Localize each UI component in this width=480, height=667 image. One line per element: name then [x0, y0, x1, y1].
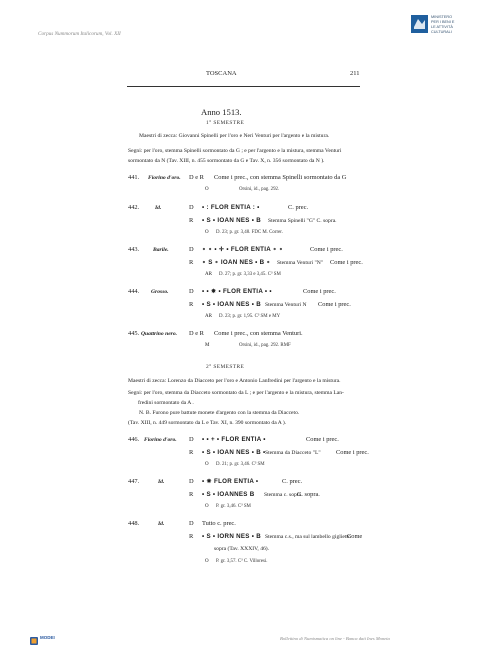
- entry-ref: D. 23; p. gr. 1,95. C³ SM e MY: [219, 314, 281, 319]
- reverse-mark: R: [189, 491, 194, 498]
- reverse-legend: • S • IOANNES B: [202, 491, 255, 498]
- obverse-mark: D: [189, 436, 194, 443]
- mint-masters-2: Maestri di zecca: Lorenzo da Diacceto per l'oro e Antonio Lanfredini per l'argento e la mistura.: [128, 378, 341, 384]
- entry-ref: P. gr. 3,46. C³ SM: [216, 504, 251, 509]
- header-rule: [127, 86, 360, 87]
- entry-ref: Orsini, id., pag. 292.: [239, 187, 280, 192]
- reverse-desc-2: Come i prec.: [336, 449, 369, 456]
- entry-metal: AR: [205, 272, 212, 277]
- marks-2-line-b: fredini sormontato da A .: [138, 400, 194, 406]
- entry-label: Fiorino d'oro.: [148, 175, 181, 181]
- entry-ref: D. 21; p. gr. 3,46. C³ SM: [216, 462, 265, 467]
- entry-metal: AR: [205, 314, 212, 319]
- reverse-desc: Stemma Venturi N: [265, 302, 307, 308]
- entry-label: Barile.: [153, 247, 169, 253]
- entry-label: Fiorino d'oro.: [144, 437, 177, 443]
- entry-number: 444.: [128, 288, 140, 295]
- entry-metal: O: [205, 504, 209, 509]
- footer-credit: Bollettino di Numismatica on line - Banca dati Ines Moneta: [280, 636, 390, 641]
- entry-number: 447.: [128, 478, 140, 485]
- entry-sides: D e R: [189, 330, 204, 337]
- entry-ref: D. 27; p. gr. 3,33 e 3,45. C³ SM: [219, 272, 281, 277]
- entry-ref: D. 23; p. gr. 3,48. FDC M. Correr.: [216, 230, 283, 235]
- obverse-mark: D: [189, 478, 194, 485]
- ministry-logo-icon: [411, 15, 428, 33]
- obverse-desc: Come i prec.: [310, 246, 343, 253]
- entry-label: Quattrino nero.: [141, 331, 178, 337]
- reverse-legend: • S • IOAN NES • B: [202, 217, 261, 224]
- year-title: Anno 1513.: [201, 107, 242, 117]
- entry-ref: P. gr. 3,57. C³ C. Villoresi.: [216, 559, 268, 564]
- reverse-mark: R: [189, 301, 194, 308]
- running-head: TOSCANA: [206, 70, 237, 77]
- semester-2-title: 2° SEMESTRE: [206, 364, 245, 370]
- obverse-desc: C. prec.: [282, 478, 303, 485]
- reverse-desc-2: Come i prec.: [318, 301, 351, 308]
- entry-label: Id.: [158, 521, 165, 527]
- obverse-desc: C. prec.: [288, 204, 309, 211]
- entry-metal: O: [205, 230, 209, 235]
- series-title: Corpus Nummorum Italicorum, Vol. XII: [38, 31, 121, 37]
- obverse-desc: Come i prec.: [303, 288, 336, 295]
- obverse-mark: D: [189, 288, 194, 295]
- obverse-mark: D: [189, 204, 194, 211]
- reverse-desc-2: Come: [347, 533, 363, 540]
- entry-number: 446.: [128, 436, 140, 443]
- marks-2-line-a: Segni: per l'oro, stemma da Diacceto sormontato da L ; e per l'argento e la mistura, stemma Lan-: [128, 390, 344, 396]
- entry-label: Grosso.: [151, 289, 169, 295]
- reverse-legend: • S • IOAN NES • B •: [202, 449, 266, 456]
- ministry-logo-text: MINISTERO PER I BENI E LE ATTIVITÀ CULTURALI: [431, 15, 455, 34]
- entry-ref: Orsini, id., pag. 292. RMF: [239, 343, 291, 348]
- plates-2: (Tav. XIII, n. 449 sormontato da L e Tav. XI, n. 390 sormontato da A ).: [128, 420, 287, 426]
- footer-brand: MODEI: [40, 635, 55, 640]
- obverse-legend: • : FLOR ENTIA : •: [202, 204, 260, 211]
- note-2: N. B. Furono pure battute monete d'argento con la stemma da Diacceto.: [139, 410, 300, 416]
- reverse-desc: Stemma Venturi "N": [277, 260, 324, 266]
- obverse-legend: • ✵ FLOR ENTIA •: [202, 478, 259, 485]
- entry-sides: D e R: [189, 174, 204, 181]
- entry-text: Come i prec., con stemma Spinelli sormontato da G: [214, 174, 347, 181]
- reverse-legend: • S • IORN NES • B: [202, 533, 261, 540]
- entry-number: 445.: [128, 330, 140, 337]
- reverse-desc-cont: sopra (Tav. XXXIV, 46).: [214, 546, 270, 552]
- entry-label: Id.: [155, 205, 162, 211]
- mint-masters-1: Maestri di zecca: Giovanni Spinelli per l'oro e Neri Venturi per l'argento e la mistura.: [139, 133, 330, 139]
- obverse-legend: • • + • FLOR ENTIA •: [202, 436, 266, 443]
- entry-label: Id.: [158, 479, 165, 485]
- obverse-desc: Tutto c. prec.: [202, 520, 236, 527]
- entry-text: Come i prec., con stemma Venturi.: [214, 330, 303, 337]
- entry-metal: M: [205, 343, 210, 348]
- page-number: 211: [350, 70, 360, 77]
- entry-number: 441.: [128, 174, 140, 181]
- entry-number: 448.: [128, 520, 140, 527]
- entry-number: 442.: [128, 204, 140, 211]
- obverse-desc: Come i prec.: [306, 436, 339, 443]
- marks-1-line-b: sormontato da N (Tav. XIII, n. 455 sormontato da G e Tav. X, n. 356 sormontato da N ).: [128, 158, 325, 164]
- reverse-desc: Stemma c.s., ma sul lambello giglietto: [265, 534, 351, 540]
- entry-metal: O: [205, 462, 209, 467]
- reverse-desc: Stemma da Diacceto "L": [265, 450, 321, 456]
- reverse-mark: R: [189, 259, 194, 266]
- marks-1-line-a: Segni: per l'oro, stemma Spinelli sormontato da G ; e per l'argento e la mistura, stemma Venturi: [128, 148, 342, 154]
- obverse-mark: D: [189, 520, 194, 527]
- reverse-legend: ∘ S ∘ IOAN NES • B ∘: [202, 259, 271, 266]
- entry-metal: O: [205, 187, 209, 192]
- reverse-mark: R: [189, 217, 194, 224]
- entry-metal: O: [205, 559, 209, 564]
- entry-number: 443.: [128, 246, 140, 253]
- semester-1-title: 1° SEMESTRE: [206, 120, 245, 126]
- reverse-desc-2: C. sopra.: [297, 491, 320, 498]
- reverse-desc-2: Come i prec.: [330, 259, 363, 266]
- obverse-legend: • • ✵ • FLOR ENTIA • •: [202, 288, 272, 295]
- reverse-legend: • S • IOAN NES • B: [202, 301, 261, 308]
- obverse-mark: D: [189, 246, 194, 253]
- reverse-desc: Stemma Spinelli "G" C. sopra.: [268, 218, 337, 224]
- reverse-mark: R: [189, 533, 194, 540]
- reverse-desc: Stemma c. sopra.: [264, 492, 303, 498]
- reverse-mark: R: [189, 449, 194, 456]
- obverse-legend: ∘ ∘ • ✛ • FLOR ENTIA ∘ ∘: [202, 246, 284, 253]
